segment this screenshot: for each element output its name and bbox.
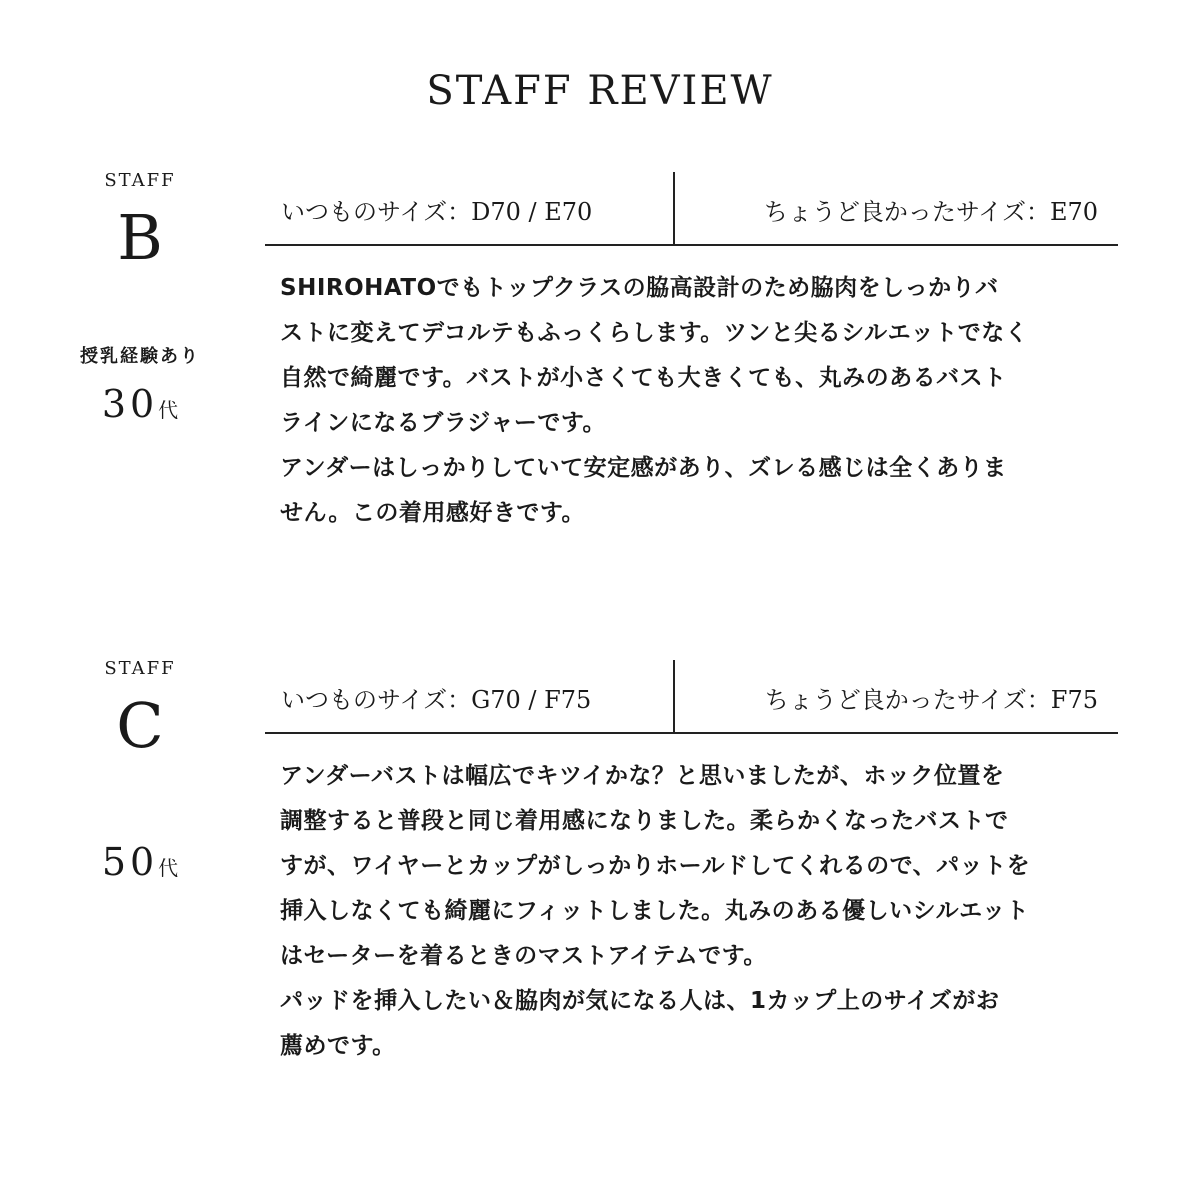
- age-unit: 代: [158, 398, 179, 422]
- review-text-line: 調整すると普段と同じ着用感になりました。柔らかくなったバストで: [280, 808, 1009, 834]
- review-text-line: SHIROHATOでもトップクラスの脇高設計のため脇肉をしっかりバ: [280, 275, 999, 301]
- staff-label: STAFF: [104, 170, 176, 191]
- review-text-line: 薦めです。: [280, 1033, 396, 1059]
- best-size: ちょうど良かったサイズ：E70: [763, 198, 1098, 226]
- review-text-line: 自然で綺麗です。バストが小さくても大きくても、丸みのあるバスト: [280, 365, 1007, 391]
- review-text-line: アンダーはしっかりしていて安定感があり、ズレる感じは全くありま: [280, 455, 1007, 481]
- review-text-line: はセーターを着るときのマストアイテムです。: [280, 943, 767, 969]
- usual-size: いつものサイズ：D70 / E70: [281, 198, 593, 226]
- age-number: 30: [101, 382, 159, 426]
- age-number: 50: [101, 840, 159, 884]
- review-text: [280, 754, 1110, 1069]
- review-text-line: すが、ワイヤーとカップがしっかりホールドしてくれるので、パットを: [280, 853, 1031, 879]
- size-divider: [673, 660, 675, 732]
- usual-size: いつものサイズ：G70 / F75: [281, 686, 592, 714]
- staff-label: STAFF: [104, 658, 176, 679]
- size-row: [265, 658, 1118, 734]
- size-divider: [673, 172, 675, 244]
- age-unit: 代: [158, 856, 179, 880]
- best-size: ちょうど良かったサイズ：F75: [764, 686, 1098, 714]
- review-text-line: アンダーバストは幅広でキツイかな？と思いましたが、ホック位置を: [280, 763, 1005, 789]
- review-text-line: パッドを挿入したい＆脇肉が気になる人は、1カップ上のサイズがお: [280, 988, 1000, 1014]
- review-text-line: ストに変えてデコルテもふっくらします。ツンと尖るシルエットでなく: [280, 320, 1029, 346]
- review-text-line: ラインになるブラジャーです。: [280, 410, 607, 436]
- staff-letter: C: [116, 689, 164, 762]
- staff-age: [70, 840, 210, 884]
- review-text: [280, 266, 1110, 536]
- staff-note: 授乳経験あり: [80, 346, 200, 367]
- review-text-line: せん。この着用感好きです。: [280, 500, 586, 526]
- review-text-line: 挿入しなくても綺麗にフィットしました。丸みのある優しいシルエット: [280, 898, 1030, 924]
- staff-letter: B: [117, 201, 163, 274]
- page-title: STAFF REVIEW: [426, 68, 774, 114]
- staff-age: [70, 382, 210, 426]
- size-row: [265, 170, 1118, 246]
